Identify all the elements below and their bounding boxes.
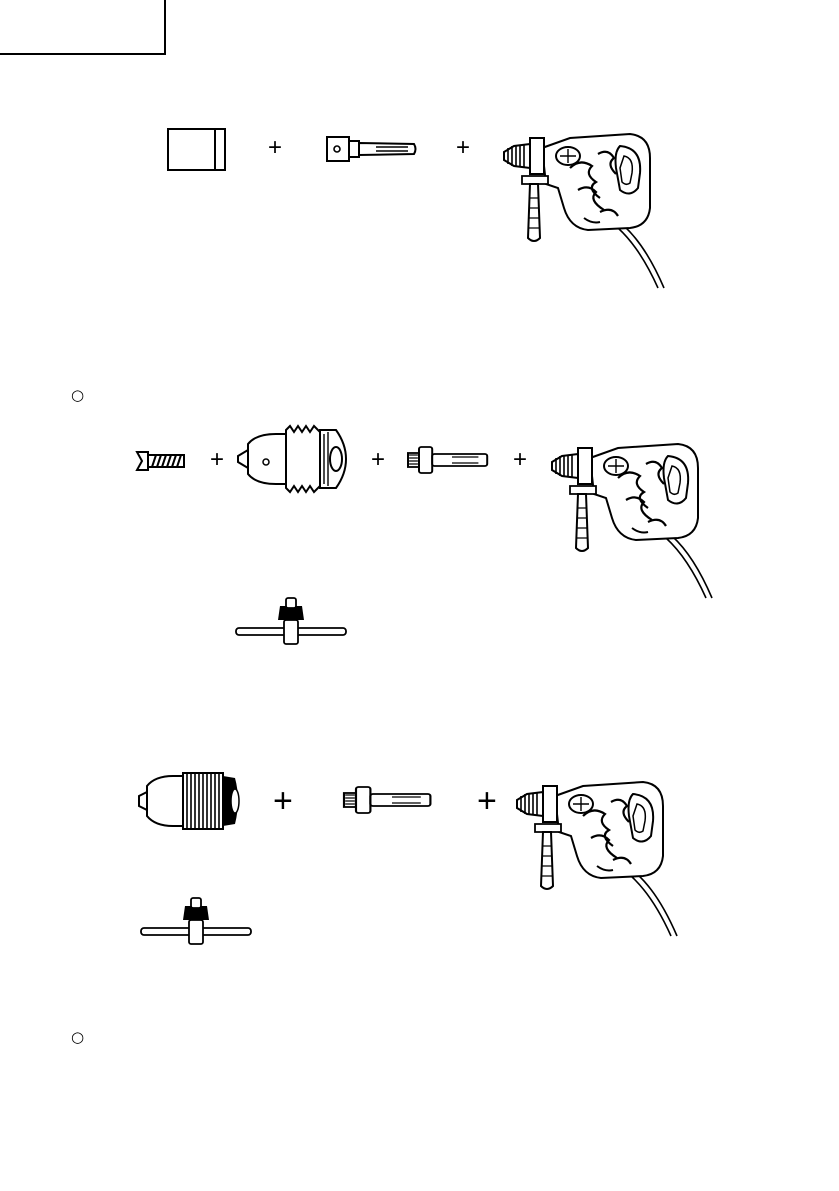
taper-shank-adapter-illustration	[326, 136, 418, 164]
chuck-key-illustration	[141, 898, 253, 968]
plus-sign: +	[477, 782, 497, 820]
rotary-hammer-illustration	[548, 438, 718, 558]
chuck-adapter-illustration	[344, 787, 434, 815]
sleeve-adapter-illustration	[167, 128, 227, 172]
drill-chuck-illustration	[236, 424, 348, 494]
plus-sign: +	[268, 134, 283, 161]
chuck-key-illustration	[236, 598, 348, 668]
chuck-adapter-illustration	[408, 447, 490, 475]
rotary-hammer-illustration	[500, 128, 670, 248]
plus-sign: +	[273, 782, 293, 820]
keyless-drill-chuck-illustration	[137, 770, 243, 832]
page-number-box	[0, 0, 166, 55]
plus-sign: +	[456, 134, 471, 161]
chuck-adapter-screw-illustration	[136, 450, 186, 472]
rotary-hammer-illustration	[513, 776, 683, 896]
bullet-marker: ○	[71, 386, 85, 404]
bullet-marker: ○	[71, 1028, 85, 1046]
plus-sign: +	[371, 446, 386, 473]
plus-sign: +	[210, 446, 225, 473]
plus-sign: +	[513, 446, 528, 473]
